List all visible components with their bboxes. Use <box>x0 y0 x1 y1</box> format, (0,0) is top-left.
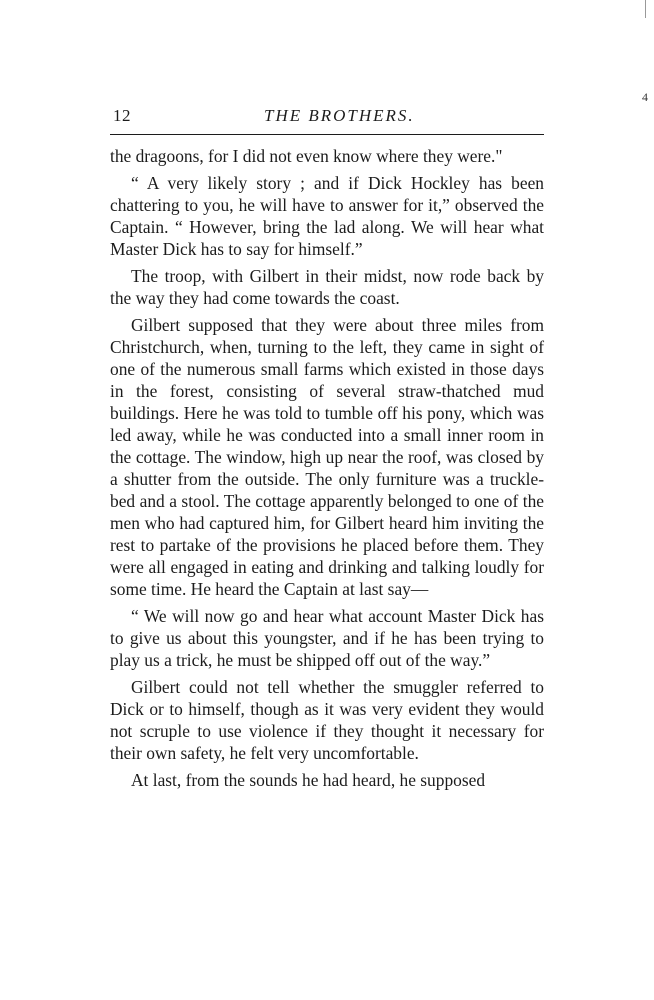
paragraph-2: “ A very likely story ; and if Dick Hockley has been chattering to you, he will have to answer for it,” observed the Captain. “ However, bring the lad along. We will hear what Master Dick has to say for himself.” <box>110 173 544 259</box>
paragraph-7: At last, from the sounds he had heard, he supposed <box>131 770 486 790</box>
paragraph-5: “ We will now go and hear what account Master Dick has to give us about this youngster, and if he has been trying to play us a trick, he must be shipped off out of the way.” <box>110 606 544 670</box>
paragraph-3: The troop, with Gilbert in their midst, now rode back by the way they had come towards the coast. <box>110 266 544 308</box>
page-number: 12 <box>113 106 131 125</box>
page-header <box>110 104 544 128</box>
running-title: THE BROTHERS. <box>264 106 415 125</box>
paragraph-4: Gilbert supposed that they were about three miles from Christchurch, when, turning to the left, they came in sight of one of the numerous small farms which existed in those days in the forest, consisting of several straw-thatched mud buildings. Here he was told to tumble off his pony, which was led away, while he was conducted into a small inner room in the cottage. The window, high up near the roof, was closed by a shutter from the outside. The only furniture was a truckle-bed and a stool. The cottage apparently belonged to one of the men who had captured him, for Gilbert heard him inviting the rest to partake of the provisions he placed before them. They were all engaged in eating and drinking and talking loudly for some time. He heard the Captain at last say— <box>110 315 544 599</box>
scan-edge-line <box>645 0 646 18</box>
paragraph-6: Gilbert could not tell whether the smuggler referred to Dick or to himself, though as it was very evident they would not scruple to use violence if they thought it necessary for their own safety, he felt very uncomfortable. <box>110 677 544 763</box>
header-rule <box>110 134 544 135</box>
body-text <box>110 145 544 796</box>
paragraph-1: the dragoons, for I did not even know where they were." <box>110 146 503 166</box>
margin-mark: 4 <box>642 90 648 104</box>
